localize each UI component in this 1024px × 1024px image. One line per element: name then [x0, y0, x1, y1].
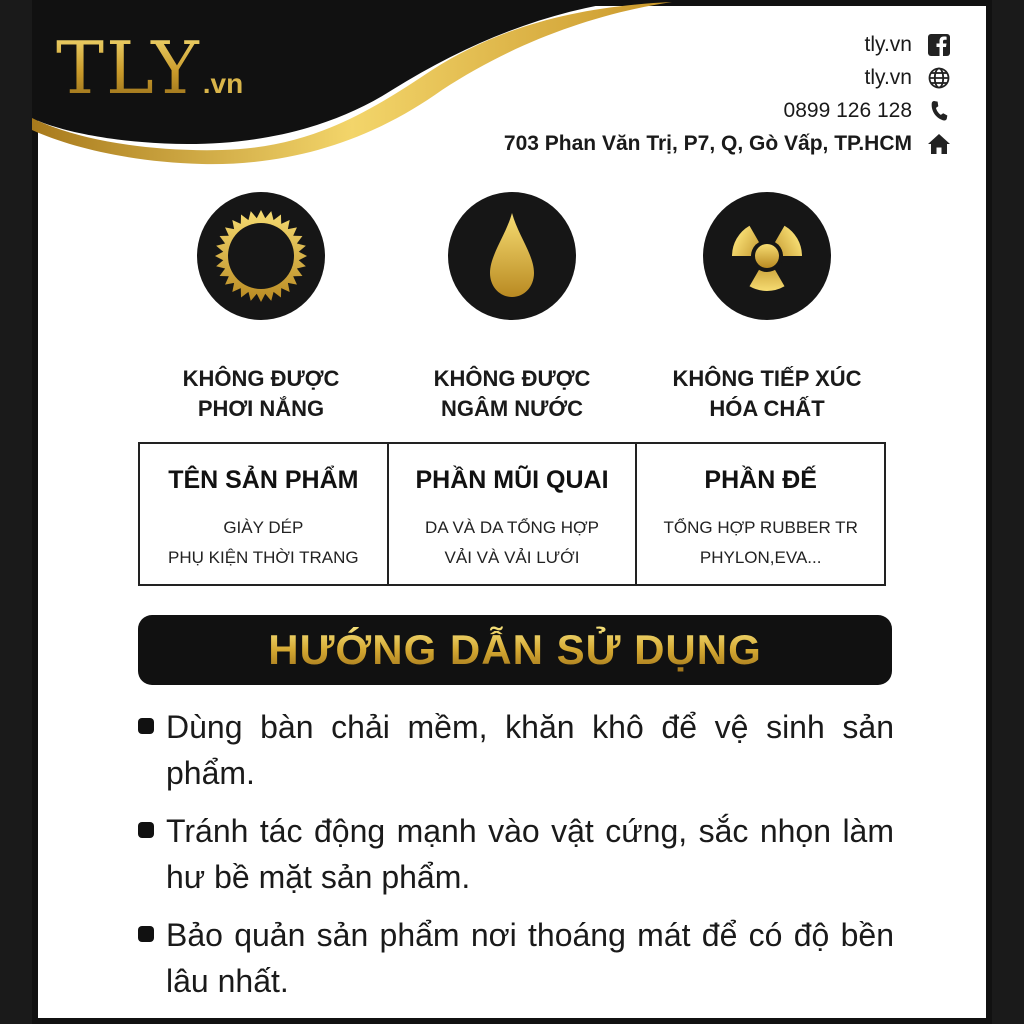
spec-upper [389, 444, 638, 584]
info-card [32, 0, 992, 1024]
bullet-icon [138, 718, 154, 734]
care-warnings [32, 192, 992, 432]
contact-address-text: 703 Phan Văn Trị, P7, Q, Gò Vấp, TP.HCM [503, 131, 912, 155]
globe-icon [926, 65, 952, 91]
radiation-icon [703, 192, 831, 320]
warning-water [382, 192, 642, 424]
usage-guide-list [138, 704, 894, 1016]
spec-sole [637, 444, 884, 584]
list-item [138, 912, 894, 1004]
list-item [138, 808, 894, 900]
logo-main-text: TLY [56, 26, 201, 110]
contact-address [504, 127, 952, 160]
usage-guide-title: HƯỚNG DẪN SỬ DỤNG [268, 626, 762, 673]
warning-chemical-caption [637, 364, 897, 424]
home-icon [926, 131, 952, 157]
warning-sun-caption [131, 364, 391, 424]
water-drop-icon [448, 192, 576, 320]
spec-heading: PHẦN ĐẾ [704, 466, 817, 494]
contact-website[interactable] [504, 61, 952, 94]
list-item [138, 704, 894, 796]
phone-icon [926, 98, 952, 124]
guide-item-text: Tránh tác động mạnh vào vật cứng, sắc nhọn làm hư bề mặt sản phẩm. [166, 813, 894, 895]
spec-line: GIÀY DÉP [223, 518, 304, 537]
spec-line: PHỤ KIỆN THỜI TRANG [168, 548, 359, 567]
spec-line: DA VÀ DA TỔNG HỢP [425, 518, 599, 537]
guide-item-text: Bảo quản sản phẩm nơi thoáng mát để có độ bền lâu nhất. [166, 917, 894, 999]
spec-heading: TÊN SẢN PHẨM [168, 466, 359, 494]
bullet-icon [138, 926, 154, 942]
contact-phone-text: 0899 126 128 [783, 98, 912, 122]
warning-chemical-line1: KHÔNG TIẾP XÚC [672, 366, 862, 391]
spec-product-name [140, 444, 389, 584]
usage-guide-banner [138, 615, 892, 685]
spec-line: TỔNG HỢP RUBBER TR [663, 518, 858, 537]
warning-sun [131, 192, 391, 424]
warning-water-line2: NGÂM NƯỚC [440, 396, 584, 421]
facebook-icon [926, 32, 952, 58]
contact-phone[interactable] [504, 94, 952, 127]
warning-sun-line1: KHÔNG ĐƯỢC [182, 366, 340, 391]
warning-chemical [637, 192, 897, 424]
brand-logo [56, 26, 243, 110]
contact-facebook[interactable] [504, 28, 952, 61]
product-spec-table [138, 442, 886, 586]
contact-facebook-text: tly.vn [864, 32, 912, 56]
warning-chemical-line2: HÓA CHẤT [709, 396, 825, 421]
spec-line: PHYLON,EVA... [699, 548, 822, 567]
spec-heading: PHẦN MŨI QUAI [415, 466, 609, 494]
bullet-icon [138, 822, 154, 838]
sun-icon [197, 192, 325, 320]
warning-sun-line2: PHƠI NẮNG [197, 396, 325, 421]
guide-item-text: Dùng bàn chải mềm, khăn khô để vệ sinh sản phẩm. [166, 709, 894, 791]
spec-line: VẢI VÀ VẢI LƯỚI [444, 548, 580, 567]
contact-list [504, 28, 952, 160]
logo-sub-text: .vn [202, 68, 244, 99]
warning-water-line1: KHÔNG ĐƯỢC [433, 366, 591, 391]
contact-website-text: tly.vn [864, 65, 912, 89]
warning-water-caption [382, 364, 642, 424]
